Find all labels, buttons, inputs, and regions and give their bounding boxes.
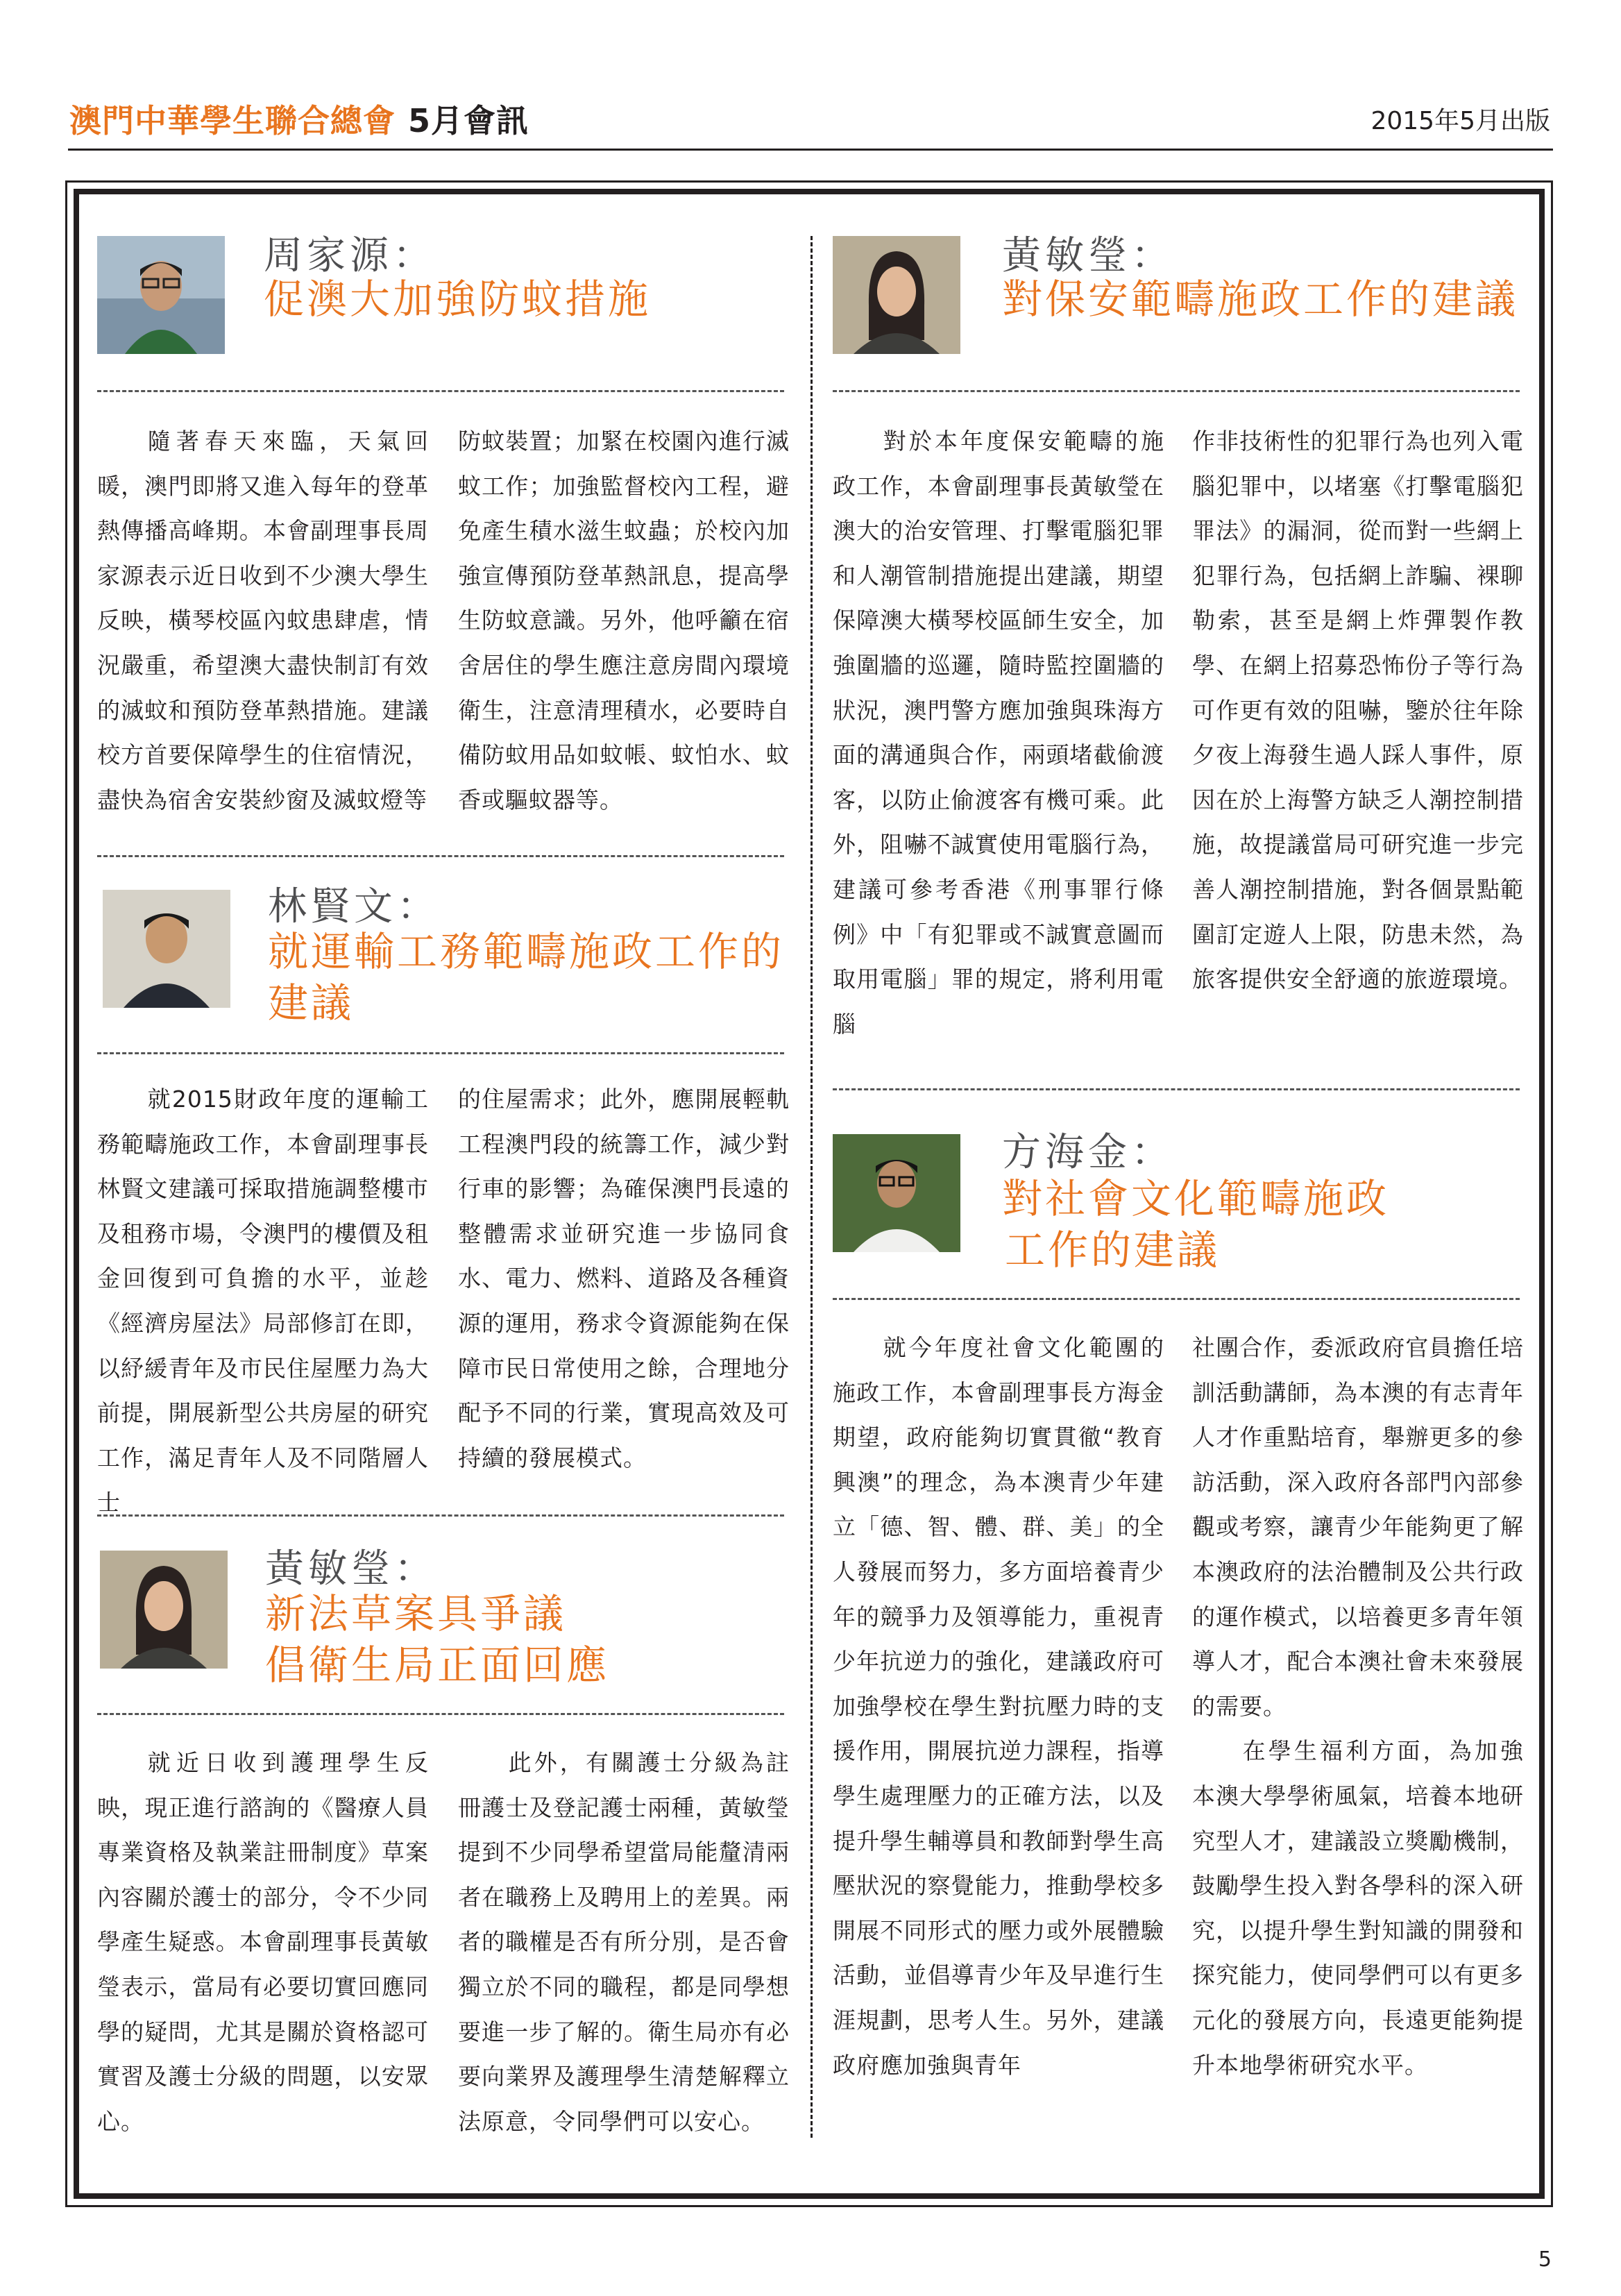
article-headline: [1002, 1173, 1529, 1276]
avatar-portrait: [97, 236, 225, 354]
article-text-col2: [458, 1077, 790, 1480]
article-headline: [265, 1588, 792, 1691]
dashed-separator: [97, 855, 784, 857]
author-name: 周家源：: [264, 233, 436, 278]
avatar-portrait: [833, 236, 960, 354]
headline-line: 對社會文化範疇施政: [1002, 1175, 1390, 1222]
article-text-col2: [458, 419, 790, 822]
paragraph: 的住屋需求；此外，應開展輕軌工程澳門段的統籌工作，減少對行車的影響；為確保澳門長遠的整體需求並研究進一步協同食水、電力、燃料、道路及各種資源的運用，務求令資源能夠在保障市民日常使用之餘，合理地分配予不同的行業，實現高效及可持續的發展模式。: [458, 1086, 790, 1471]
author-name: 林賢文：: [268, 884, 440, 929]
avatar-portrait: [833, 1134, 960, 1252]
publish-date: 2015年5月出版: [1370, 107, 1550, 135]
portrait-young-man-glasses-white-shirt-icon: [833, 1134, 960, 1252]
issue-label: 5月會訊: [408, 102, 529, 140]
paragraph: 防蚊裝置；加緊在校園內進行滅蚊工作；加強監督校內工程，避免產生積水滋生蚊蟲；於校內加強宣傳預防登革熱訊息，提高學生防蚊意識。另外，他呼籲在宿舍居住的學生應注意房間內環境衛生，注意清理積水，必要時自備防蚊用品如蚊帳、蚊怕水、蚊香或驅蚊器等。: [458, 428, 790, 813]
org-name: 澳門中華學生聯合總會: [69, 102, 396, 140]
dashed-separator: [833, 1298, 1520, 1300]
article-text-col2: [1192, 1326, 1524, 2088]
article-text-col2: [458, 1741, 790, 2144]
author-name: 黃敏瑩：: [265, 1546, 437, 1592]
dashed-separator: [833, 390, 1520, 392]
dashed-separator: [97, 1514, 784, 1517]
article-text-col2: [1192, 419, 1524, 1002]
dashed-separator: [97, 1713, 784, 1715]
article-headline: 對保安範疇施政工作的建議: [1002, 276, 1519, 323]
header-rule: [68, 149, 1553, 151]
dashed-separator: [833, 1088, 1520, 1090]
paragraph: 作非技術性的犯罪行為也列入電腦犯罪中，以堵塞《打擊電腦犯罪法》的漏洞，從而對一些網上犯罪行為，包括網上詐騙、裸聊勒索，甚至是網上炸彈製作教學、在網上招募恐怖份子等行為可作更有效的阻嚇，鑒於往年除夕夜上海發生過人踩人事件，原因在於上海警方缺乏人潮控制措施，故提議當局可研究進一步完善人潮控制措施，對各個景點範圍訂定遊人上限，防患未然，為旅客提供安全舒適的旅遊環境。: [1192, 428, 1524, 993]
avatar-portrait: [103, 890, 230, 1008]
portrait-young-man-dark-shirt-icon: [103, 890, 230, 1008]
portrait-young-woman-icon: [833, 236, 960, 354]
paragraph: 對於本年度保安範疇的施政工作，本會副理事長黃敏瑩在澳大的治安管理、打擊電腦犯罪和人潮管制措施提出建議，期望保障澳大橫琴校區師生安全，加強圍牆的巡邏，隨時監控圍牆的狀況，澳門警方應加強與珠海方面的溝通與合作，兩頭堵截偷渡客，以防止偷渡客有機可乘。此外，阻嚇不誠實使用電腦行為，建議可參考香港《刑事罪行條例》中「有犯罪或不誠實意圖而取用電腦」罪的規定，將利用電腦: [833, 428, 1164, 1038]
author-name: 黃敏瑩：: [1002, 233, 1174, 278]
dashed-separator: [97, 1052, 784, 1054]
paragraph: 在學生福利方面，為加強本澳大學學術風氣，培養本地研究型人才，建議設立獎勵機制，鼓勵學生投入對各學科的深入研究，以提升學生對知識的開發和探究能力，使同學們可以有更多元化的發展方向，長遠更能夠提升本地學術研究水平。: [1192, 1737, 1524, 2079]
newsletter-title: [69, 96, 529, 142]
paragraph: 社團合作，委派政府官員擔任培訓活動講師，為本澳的有志青年人才作重點培育，舉辦更多的參訪活動，深入政府各部門內部參觀或考察，讓青少年能夠更了解本澳政府的法治體制及公共行政的運作模式，以培養更多青年領導人才，配合本澳社會未來發展的需要。: [1192, 1334, 1524, 1720]
headline-line: 倡衛生局正面回應: [265, 1641, 610, 1689]
author-name: 方海金：: [1002, 1130, 1174, 1175]
dashed-separator: [97, 390, 784, 392]
article-text-col1: [833, 1326, 1164, 2088]
avatar-portrait: [100, 1551, 228, 1669]
paragraph: 此外，有關護士分級為註冊護士及登記護士兩種，黃敏瑩提到不少同學希望當局能釐清兩者在職務上及聘用上的差異。兩者的職權是否有所分別，是否會獨立於不同的職程，都是同學想要進一步了解的。衛生局亦有必要向業界及護理學生清楚解釋立法原意，令同學們可以安心。: [458, 1749, 790, 2135]
article-headline: 就運輸工務範疇施政工作的建議: [268, 928, 785, 1027]
portrait-young-woman-icon: [100, 1551, 228, 1669]
paragraph: 就近日收到護理學生反映，現正進行諮詢的《醫療人員專業資格及執業註冊制度》草案內容關於護士的部分，令不少同學產生疑惑。本會副理事長黃敏瑩表示，當局有必要切實回應同學的疑問，尤其是關於資格認可實習及護士分級的問題，以安眾心。: [97, 1749, 429, 2135]
article-headline: 促澳大加強防蚊措施: [264, 276, 652, 323]
article-text-col1: [97, 419, 429, 822]
article-text-col1: [97, 1741, 429, 2144]
portrait-young-man-glasses-icon: [97, 236, 225, 354]
article-text-col1: [833, 419, 1164, 1047]
page-number: 5: [1538, 2247, 1552, 2272]
paragraph: 就2015財政年度的運輸工務範疇施政工作，本會副理事長林賢文建議可採取措施調整樓市及租務市場，令澳門的樓價及租金回復到可負擔的水平，並趁《經濟房屋法》局部修訂在即，以紓緩青年及市民住屋壓力為大前提，開展新型公共房屋的研究工作，滿足青年人及不同階層人士: [97, 1086, 429, 1517]
headline-line: 工作的建議: [1005, 1226, 1221, 1274]
paragraph: 隨著春天來臨，天氣回暖，澳門即將又進入每年的登革熱傳播高峰期。本會副理事長周家源表示近日收到不少澳大學生反映，橫琴校區內蚊患肆虐，情況嚴重，希望澳大盡快制訂有效的滅蚊和預防登革熱措施。建議校方首要保障學生的住宿情況，盡快為宿舍安裝紗窗及滅蚊燈等: [97, 428, 429, 813]
column-divider: [810, 236, 813, 2138]
headline-line: 新法草案具爭議: [265, 1590, 567, 1637]
paragraph: 就今年度社會文化範團的施政工作，本會副理事長方海金期望，政府能夠切實貫徹“教育興澳”的理念，為本澳青少年建立「德、智、體、群、美」的全人發展而努力，多方面培養青少年的競爭力及領導能力，重視青少年抗逆力的強化，建議政府可加強學校在學生對抗壓力時的支援作用，開展抗逆力課程，指導學生處理壓力的正確方法，以及提升學生輔導員和教師對學生高壓狀況的察覺能力，推動學校多開展不同形式的壓力或外展體驗活動，並倡導青少年及早進行生涯規劃，思考人生。另外，建議政府應加強與青年: [833, 1334, 1164, 2079]
article-text-col1: [97, 1077, 429, 1526]
